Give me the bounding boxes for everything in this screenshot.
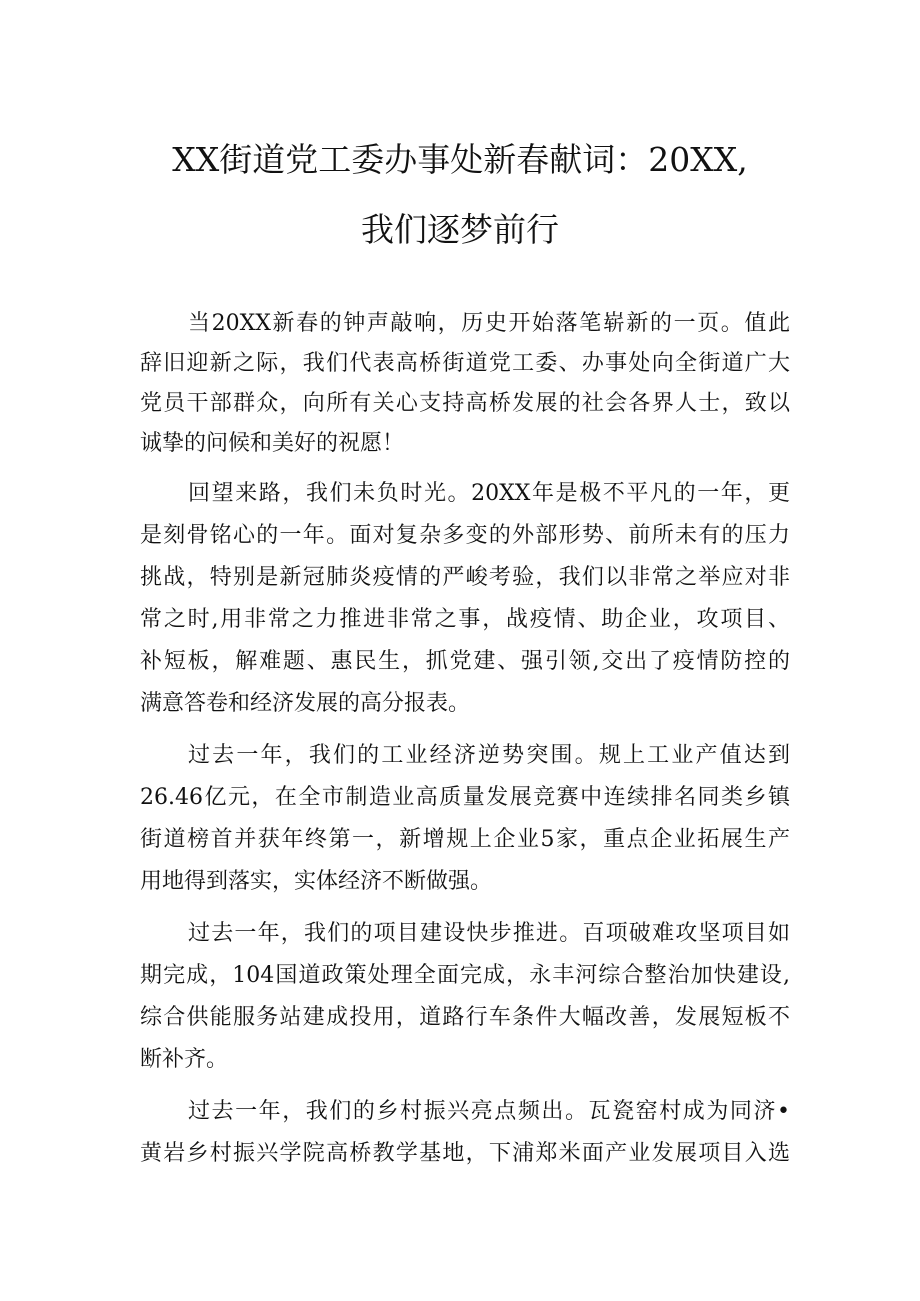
paragraph-2-line-6: 满意答卷和经济发展的高分报表。 <box>140 691 471 716</box>
paragraph-2-line-5: 补短板，解难题、惠民生，抓党建、强引领,交出了疫情防控的 <box>140 649 790 674</box>
paragraph-2-line-1: 回望来路，我们未负时光。20XX年是极不平凡的一年，更 <box>188 481 790 506</box>
document-title-line-1: XX街道党工委办事处新春献词：20XX, <box>172 140 748 179</box>
paragraph-1-line-2: 辞旧迎新之际，我们代表高桥街道党工委、办事处向全街道广大 <box>140 351 790 376</box>
paragraph-5-line-2: 黄岩乡村振兴学院高桥教学基地，下浦郑米面产业发展项目入选 <box>140 1141 790 1166</box>
paragraph-4-line-3: 综合供能服务站建成投用，道路行车条件大幅改善，发展短板不 <box>140 1005 790 1030</box>
paragraph-4-line-1: 过去一年，我们的项目建设快步推进。百项破难攻坚项目如 <box>188 921 790 946</box>
document-body <box>140 304 790 1184</box>
paragraph-5-line-1: 过去一年，我们的乡村振兴亮点频出。瓦瓷窑村成为同济• <box>188 1099 790 1124</box>
paragraph-1-line-1: 当20XX新春的钟声敲响，历史开始落笔崭新的一页。值此 <box>188 311 790 336</box>
paragraph-2-line-4: 常之时,用非常之力推进非常之事，战疫情、助企业，攻项目、 <box>140 607 790 632</box>
paragraph-3-line-4: 用地得到落实，实体经济不断做强。 <box>140 869 493 894</box>
paragraph-2-line-3: 挑战，特别是新冠肺炎疫情的严峻考验，我们以非常之举应对非 <box>140 565 790 590</box>
paragraph-2-line-2: 是刻骨铭心的一年。面对复杂多变的外部形势、前所未有的压力 <box>140 523 790 548</box>
paragraph-1-line-3: 党员干部群众，向所有关心支持高桥发展的社会各界人士，致以 <box>140 391 790 416</box>
paragraph-4-line-2: 期完成，104国道政策处理全面完成，永丰河综合整治加快建设, <box>140 963 790 988</box>
document-title-line-2: 我们逐梦前行 <box>361 210 559 249</box>
paragraph-1-line-4: 诚挚的问候和美好的祝愿！ <box>140 431 405 456</box>
paragraph-3-line-2: 26.46亿元，在全市制造业高质量发展竞赛中连续排名同类乡镇 <box>140 785 790 810</box>
paragraph-3-line-3: 街道榜首并获年终第一，新增规上企业5家，重点企业拓展生产 <box>140 827 790 852</box>
paragraph-3-line-1: 过去一年，我们的工业经济逆势突围。规上工业产值达到 <box>188 743 790 768</box>
paragraph-4-line-4: 断补齐。 <box>140 1047 229 1072</box>
